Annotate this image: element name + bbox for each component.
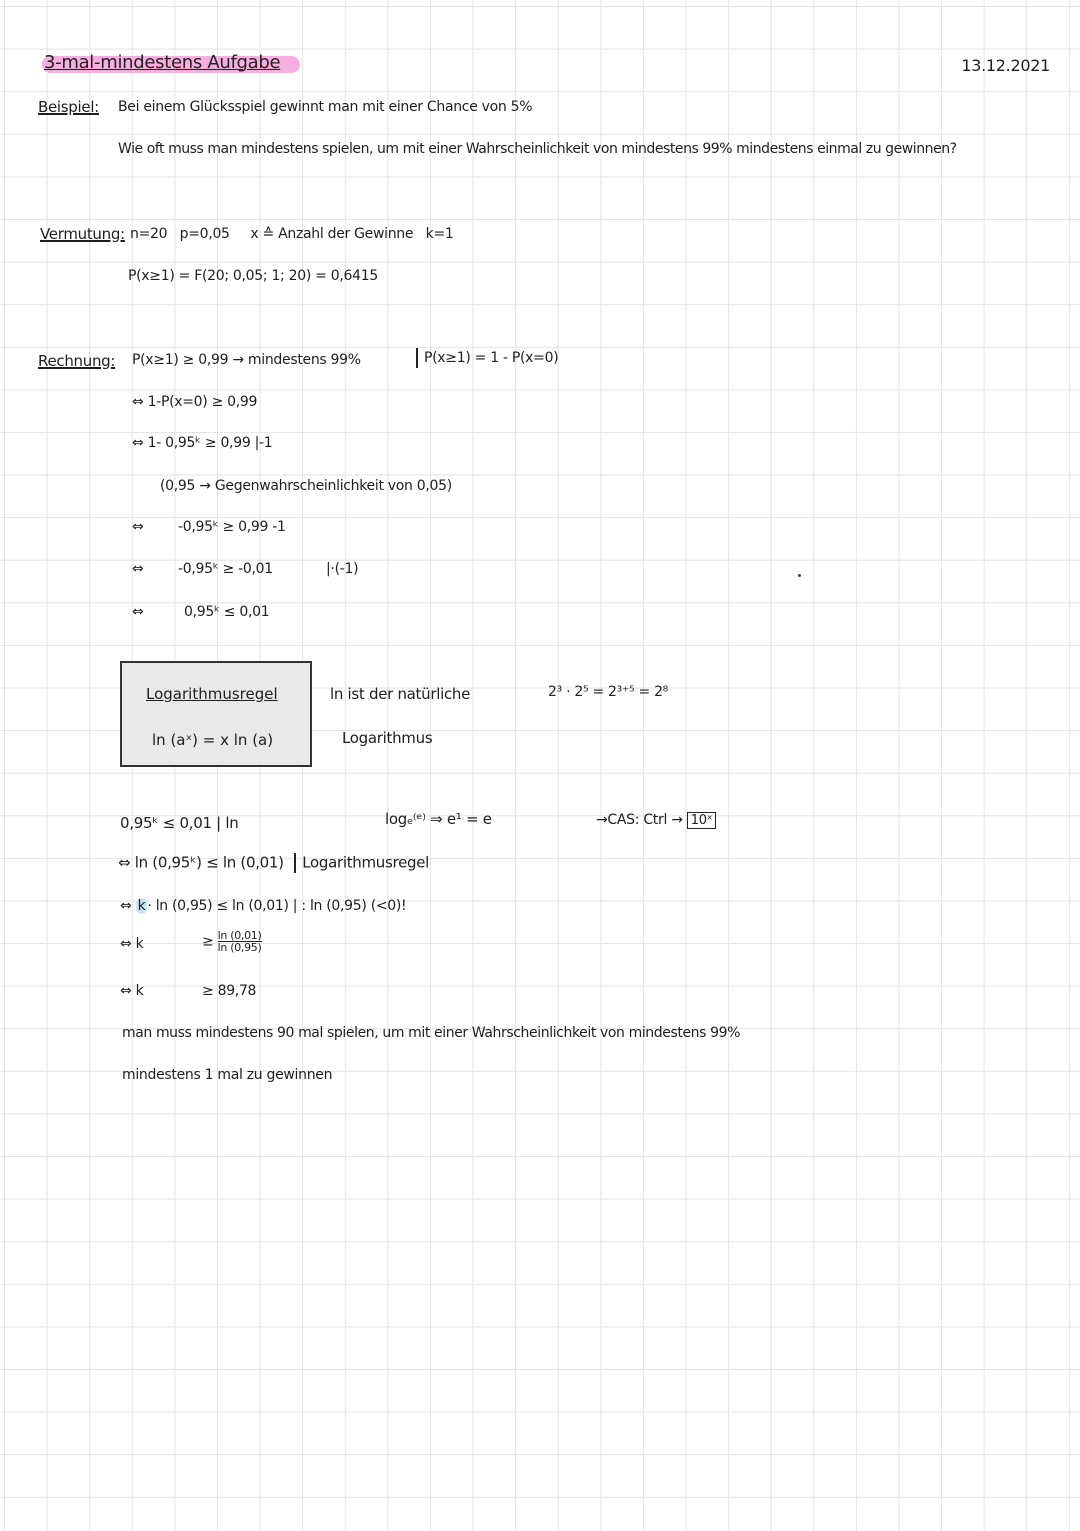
beispiel-label: Beispiel: bbox=[38, 98, 99, 116]
solution-step4-pre: ⇔ k bbox=[120, 936, 144, 952]
rechnung-line6-op: ⇔ bbox=[132, 561, 144, 577]
rechnung-line2: ⇔ 1-P(x=0) ≥ 0,99 bbox=[132, 394, 258, 410]
solution-step1: 0,95ᵏ ≤ 0,01 | ln bbox=[120, 814, 239, 832]
rechnung-line6: -0,95ᵏ ≥ -0,01 bbox=[178, 561, 273, 577]
fraction-numerator: ln (0,01) bbox=[217, 929, 262, 942]
title-text: 3-mal-mindestens Aufgabe bbox=[44, 52, 281, 73]
beispiel-line2: Wie oft muss man mindestens spielen, um mit einer Wahrscheinlichkeit von mindestens 99% mindestens einmal zu gewinnen? bbox=[118, 141, 957, 157]
divider-bar bbox=[416, 348, 418, 368]
cas-note-text: →CAS: Ctrl → bbox=[596, 812, 683, 828]
solution-step3 bbox=[120, 898, 406, 914]
power-rule: 2³ · 2⁵ = 2³⁺⁵ = 2⁸ bbox=[548, 684, 668, 700]
solution-step5-result: ≥ 89,78 bbox=[202, 983, 257, 999]
ln-note-line2: Logarithmus bbox=[342, 729, 433, 747]
stray-dot bbox=[798, 574, 801, 577]
vermutung-params: n=20 p=0,05 x ≙ Anzahl der Gewinne k=1 bbox=[130, 226, 454, 242]
ln-note-line1: ln ist der natürliche bbox=[330, 685, 471, 703]
rechnung-line3: ⇔ 1- 0,95ᵏ ≥ 0,99 |-1 bbox=[132, 435, 273, 451]
log-e-note: logₑ⁽ᵉ⁾ ⇒ e¹ = e bbox=[385, 810, 492, 828]
rechnung-line1-note-text: P(x≥1) = 1 - P(x=0) bbox=[424, 350, 559, 366]
rechnung-label: Rechnung: bbox=[38, 352, 116, 370]
vermutung-calc: P(x≥1) = F(20; 0,05; 1; 20) = 0,6415 bbox=[128, 268, 378, 284]
rechnung-line5-op: ⇔ bbox=[132, 519, 144, 535]
date: 13.12.2021 bbox=[961, 56, 1050, 75]
beispiel-line1: Bei einem Glücksspiel gewinnt man mit einer Chance von 5% bbox=[118, 99, 533, 115]
solution-step4-fraction bbox=[202, 930, 262, 953]
logarithm-rule-heading: Logarithmusregel bbox=[146, 685, 278, 703]
rechnung-line1-note bbox=[410, 348, 558, 368]
solution-step2-note: Logarithmusregel bbox=[302, 853, 430, 872]
rechnung-line1: P(x≥1) ≥ 0,99 → mindestens 99% bbox=[132, 352, 361, 368]
solution-step2 bbox=[118, 853, 429, 873]
solution-step2-text: ⇔ ln (0,95ᵏ) ≤ ln (0,01) bbox=[118, 853, 284, 872]
rechnung-line6-note: |·(-1) bbox=[326, 561, 359, 577]
rechnung-line7: 0,95ᵏ ≤ 0,01 bbox=[184, 604, 270, 620]
divider-bar bbox=[294, 853, 296, 873]
vermutung-label: Vermutung: bbox=[40, 225, 125, 243]
answer-line1: man muss mindestens 90 mal spielen, um mit einer Wahrscheinlichkeit von mindestens 99% bbox=[122, 1025, 741, 1041]
rechnung-line7-op: ⇔ bbox=[132, 604, 144, 620]
answer-line2: mindestens 1 mal zu gewinnen bbox=[122, 1067, 333, 1083]
cas-note bbox=[596, 812, 716, 828]
solution-step4-rel: ≥ bbox=[202, 933, 214, 950]
fraction bbox=[218, 930, 262, 953]
page-title bbox=[44, 52, 280, 73]
solution-step3-k: k bbox=[137, 898, 146, 914]
logarithm-rule-box bbox=[120, 661, 312, 767]
logarithm-rule-formula: ln (aˣ) = x ln (a) bbox=[152, 731, 274, 749]
rechnung-line4: (0,95 → Gegenwahrscheinlichkeit von 0,05) bbox=[160, 478, 452, 494]
rechnung-line5: -0,95ᵏ ≥ 0,99 -1 bbox=[178, 519, 286, 535]
cas-key-box: 10ˣ bbox=[687, 812, 716, 829]
solution-step5-pre: ⇔ k bbox=[120, 983, 144, 999]
solution-step3-pre: ⇔ bbox=[120, 898, 132, 914]
fraction-denominator: ln (0,95) bbox=[217, 941, 262, 954]
solution-step3-rest: · ln (0,95) ≤ ln (0,01) | : ln (0,95) (<0)! bbox=[147, 898, 407, 914]
